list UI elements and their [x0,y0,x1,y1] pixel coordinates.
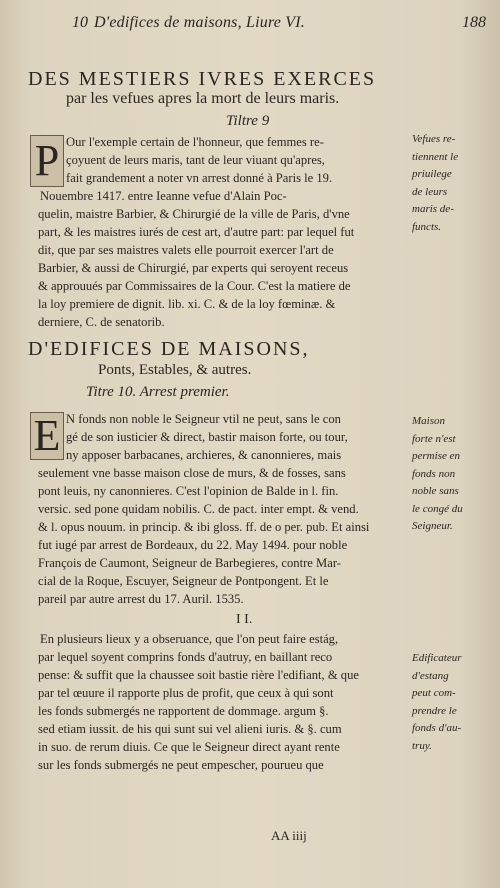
paragraph-line: N fonds non noble le Seigneur vtil ne peut, sans le con [66,412,341,426]
paragraph-line: çoyuent de leurs maris, tant de leur viuant qu'apres, [66,153,325,167]
paragraph-line: & approuués par Commissaires de la Cour. C'est la matiere de [38,279,351,293]
paragraph-line: part, & les maistres iurés de cest art, d'autre part: par lequel fut [38,225,355,239]
titre-label: Tiltre 9 [226,113,270,129]
titre-label: Titre 10. Arrest premier. [86,384,230,400]
margin-note: Edificateur d'estang peut com- prendre le fonds d'au- truy. [412,652,462,752]
paragraph-line: En plusieurs lieux y a obseruance, que l'on peut faire estág, [40,632,339,646]
paragraph-line: seulement vne basse maison close de murs, & de fosses, sans [38,466,346,480]
paragraph-line: gé de son iusticier & direct, bastir maison forte, ou tour, [66,430,348,444]
paragraph-line: in suo. de rerum diuis. Ce que le Seigneur direct ayant rente [38,740,340,754]
paragraph-line: François de Caumont, Seigneur de Barbegieres, contre Mar- [38,556,341,570]
paragraph-line: Nouembre 1417. entre Ieanne vefue d'Alain Poc- [40,189,287,203]
paragraph-line: fait grandement a noter vn arrest donné à Paris le 19. [66,171,333,185]
paragraph-line: la loy premiere de dignit. lib. xi. C. & de la loy fœminæ. & [38,297,336,311]
paragraph-line: ny apposer barbacanes, archieres, & canonnieres, mais [66,448,342,462]
paragraph-line: par lequel soyent comprins fonds d'autruy, en baillant reco [38,650,333,664]
signature-mark: AA iiij [271,828,307,843]
section-title: D'EDIFICES DE MAISONS, [28,338,310,360]
margin-note: Maison forte n'est permise en fonds non noble sans le congé du Seigneur. [412,415,463,532]
paragraph-line: Our l'exemple certain de l'honneur, que femmes re- [66,135,324,149]
section-subtitle: Ponts, Estables, & autres. [98,362,252,378]
section-title: DES MESTIERS IVRES EXERCES [28,68,377,90]
paragraph-line: versic. sed pone quidam nobilis. C. de pact. inter empt. & vend. [38,502,359,516]
paragraph-line: les fonds submergés ne rapportent de dommage. argum §. [38,704,329,718]
paragraph-line: derniere, C. de senatorib. [38,315,165,329]
paragraph-line: dit, que par ses maistres valets elle pourroit exercer l'art de [38,243,334,257]
drop-cap: E [30,412,64,460]
paragraph-line: pense: & suffit que la chaussee soit bastie rière l'edifiant, & que [38,668,359,682]
paragraph-line: quelin, maistre Barbier, & Chirurgié de la ville de Paris, d'vne [38,207,350,221]
drop-cap: P [30,135,64,187]
paragraph-line: & l. opus nouum. in princip. & ibi gloss. ff. de o per. pub. Et ainsi [38,520,370,534]
running-header [72,14,486,38]
paragraph-line: sed etiam iussit. de his qui sunt sui vel alieni iuris. & §. cum [38,722,342,736]
paragraph-line: sur les fonds submergés ne peut empescher, pourueu que [38,758,324,772]
article-number: I I. [236,612,253,627]
paragraph-line: fut iugé par arrest de Bordeaux, du 22. May 1494. pour noble [38,538,348,552]
section-subtitle: par les vefues apres la mort de leurs maris. [66,90,340,107]
paragraph-line: pareil par autre arrest du 17. Auril. 1535. [38,592,244,606]
margin-note: Vefues re- tiennent le priuilege de leurs maris de- functs. [412,133,459,233]
folio-number: 10 [72,14,88,31]
paragraph-line: cial de la Roque, Escuyer, Seigneur de Pontpongent. Et le [38,574,329,588]
page-number: 188 [462,14,486,31]
paragraph-line: pont leuis, ny canonnieres. C'est l'opinion de Balde in l. fin. [38,484,339,498]
paragraph-line: Barbier, & aussi de Chirurgié, par experts qui seroyent receus [38,261,349,275]
paragraph-line: par tel œuure il rapporte plus de profit, que ceux à qui sont [38,686,334,700]
running-title: D'edifices de maisons, Liure VI. [94,14,305,31]
